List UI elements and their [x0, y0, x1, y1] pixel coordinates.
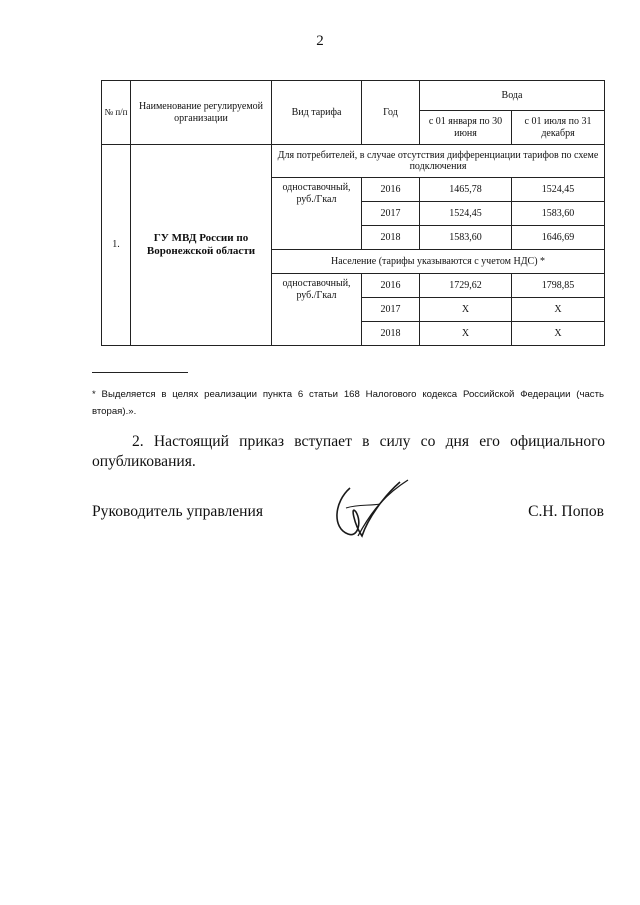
year-cell: 2018 [362, 322, 420, 346]
year-cell: 2016 [362, 178, 420, 202]
organization-name: ГУ МВД России по Воронежской области [131, 145, 272, 346]
value-cell: 1798,85 [512, 274, 605, 298]
value-cell: Х [512, 322, 605, 346]
year-cell: 2016 [362, 274, 420, 298]
value-cell: 1524,45 [512, 178, 605, 202]
year-cell: 2017 [362, 202, 420, 226]
value-cell: 1465,78 [420, 178, 512, 202]
header-tariff-type: Вид тарифа [272, 81, 362, 145]
row-number: 1. [102, 145, 131, 346]
value-cell: 1646,69 [512, 226, 605, 250]
header-period-1: с 01 января по 30 июня [420, 111, 512, 145]
tariff-table [101, 80, 605, 346]
signatory-title: Руководитель управления [92, 503, 264, 520]
value-cell: 1583,60 [420, 226, 512, 250]
order-paragraph: 2. Настоящий приказ вступает в силу со дня его официального опубликования. [92, 433, 605, 470]
footnote-divider [92, 372, 188, 373]
header-period-2: с 01 июля по 31 декабря [512, 111, 605, 145]
value-cell: Х [420, 298, 512, 322]
section-title: Население (тарифы указываются с учетом НДС) * [272, 250, 605, 274]
value-cell: 1729,62 [420, 274, 512, 298]
header-org: Наименование регулируемой организации [131, 81, 272, 145]
value-cell: Х [512, 298, 605, 322]
tariff-type-cell: одноставочный, руб./Гкал [272, 274, 362, 346]
year-cell: 2018 [362, 226, 420, 250]
header-year: Год [362, 81, 420, 145]
footnote: * Выделяется в целях реализации пункта 6 статьи 168 Налогового кодекса Российской Федерации (часть вторая).». [92, 389, 604, 417]
tariff-type-cell: одноставочный, руб./Гкал [272, 178, 362, 250]
header-num: № п/п [102, 81, 131, 145]
value-cell: 1583,60 [512, 202, 605, 226]
handwritten-signature [328, 478, 413, 544]
year-cell: 2017 [362, 298, 420, 322]
page-number: 2 [316, 33, 324, 49]
value-cell: 1524,45 [420, 202, 512, 226]
signatory-name: С.Н. Попов [528, 503, 604, 520]
section-title: Для потребителей, в случае отсутствия дифференциации тарифов по схеме подключения [272, 145, 605, 178]
value-cell: Х [420, 322, 512, 346]
header-water: Вода [420, 81, 605, 111]
